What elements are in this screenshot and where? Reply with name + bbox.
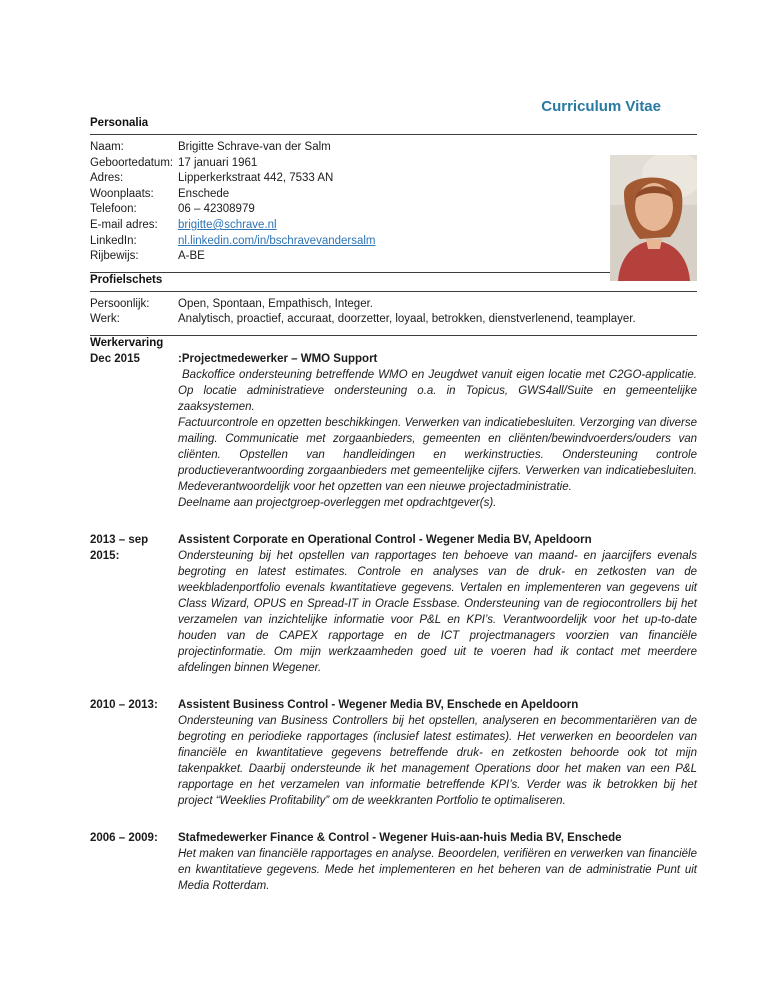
row-value: Open, Spontaan, Empathisch, Integer. [178, 297, 373, 310]
work-entry-wmo-support [90, 351, 697, 511]
row-value: Brigitte Schrave-van der Salm [178, 141, 331, 153]
entry-job-title: Stafmedewerker Finance & Control - Wegener Huis-aan-huis Media BV, Enschede [178, 831, 622, 844]
row-label: E-mail adres: [90, 218, 158, 231]
personalia-row-woonplaats [90, 187, 697, 203]
row-label: Woonplaats: [90, 187, 154, 200]
entry-paragraph: Factuurcontrole en opzetten beschikkingen. Verwerken van indicatiebesluiten. Verzorging van diverse mailing. Communicatie met zorgaanbieders, gemeenten en cliënten/bewindvoerders/ouders van cliënten. Opstellen van handleidingen en werkinstructies. Ondersteuning controle productieverantwoording zorgaanbieders met gemeentelijke cijfers. Verwerken van indicatiebesluiten. Medeverantwoordelijk voor het opzetten van een nieuwe projectadministratie. [178, 416, 697, 493]
profielschets-table [90, 291, 697, 336]
entry-paragraph: Het maken van financiële rapportages en analyse. Beoordelen, verifiëren en verwerken van financiële en kwantitatieve gegevens. Mede het implementeren en het beheren van de administratie Punt uit Media Rotterdam. [178, 847, 697, 892]
personalia-row-rijbewijs [90, 249, 697, 265]
entry-paragraph: Deelname aan projectgroep-overleggen met opdrachtgever(s). [178, 496, 497, 509]
row-value: Analytisch, proactief, accuraat, doorzetter, loyaal, betrokken, dienstverlenend, teamplayer. [178, 313, 636, 326]
row-value: Enschede [178, 187, 230, 200]
personalia-row-naam [90, 140, 697, 156]
row-value: A-BE [178, 250, 205, 263]
section-werkervaring [90, 336, 697, 894]
row-label: Geboortedatum: [90, 156, 174, 169]
profiel-row-persoonlijk [90, 297, 697, 313]
row-label: Adres: [90, 172, 124, 185]
entry-period: Dec 2015 [90, 352, 140, 365]
entry-details [178, 830, 697, 894]
row-label: Naam: [90, 141, 124, 153]
personalia-row-adres [90, 171, 697, 187]
row-label: Rijbewijs: [90, 250, 139, 263]
entry-details [178, 351, 697, 511]
werkervaring-heading: Werkervaring [90, 336, 164, 349]
profiel-row-werk [90, 312, 697, 328]
personalia-row-telefoon [90, 202, 697, 218]
row-value: 17 januari 1961 [178, 156, 258, 169]
profielschets-heading: Profielschets [90, 273, 163, 286]
profile-photo [610, 155, 697, 281]
entry-job-title: Assistent Corporate en Operational Control - Wegener Media BV, Apeldoorn [178, 533, 592, 546]
entry-paragraph: Ondersteuning van Business Controllers bij het opstellen, analyseren en becommentariëren van de begroting en periodieke rapportages (inclusief latest estimates). Het verwerken en beoordelen van financiële en kwantitatieve gegevens betreffende druk- en zetkosten behoorde ook tot mijn takenpakket. Daarbij ondersteunde ik het management Operations door het maken van een P&L rapportage en het verzamelen van informatie betreffende KPI’s. Verder was ik betrokken bij het project “Weeklies Profitability” om de weekkranten Portfolio te optimaliseren. [178, 714, 697, 807]
section-personalia [90, 116, 697, 273]
entry-period: 2006 – 2009: [90, 831, 158, 844]
personalia-row-geboortedatum [90, 156, 697, 172]
entry-period: 2010 – 2013: [90, 698, 158, 711]
entry-period: 2013 – sep 2015: [90, 533, 149, 562]
entry-job-title: :Projectmedewerker – WMO Support [178, 352, 378, 365]
row-label: Persoonlijk: [90, 297, 150, 310]
row-value: Lipperkerkstraat 442, 7533 AN [178, 172, 334, 185]
entry-job-title: Assistent Business Control - Wegener Media BV, Enschede en Apeldoorn [178, 698, 579, 711]
row-label: LinkedIn: [90, 234, 137, 247]
profile-photo-illustration [610, 155, 697, 281]
entry-details [178, 532, 697, 676]
entry-paragraph: Ondersteuning bij het opstellen van rapportages ten behoeve van maand- en jaarcijfers evenals begroting en latest estimates. Controle en analyses van de druk- en zetkosten van de weekbladenportfolio evenals kwantitatieve gegevens. Vertalen en implementeren van gegevens uit Class Wizard, OPUS en Spread-IT in Oracle Essbase. Ondersteuning van de regiocontrollers bij het verzamelen van inzichtelijke informatie voor P&L en KPI’s. Verantwoordelijk voor het up-to-date houden van de CAPEX rapportage en de ICT projectmanagers voorzien van financiële projectinformatie. Om mijn werkzaamheden goed uit te voeren had ik contact met meerdere afdelingen binnen Wegener. [178, 549, 697, 674]
entry-details [178, 697, 697, 809]
work-entry-business-control [90, 697, 697, 809]
page-title: Curriculum Vitae [541, 98, 661, 115]
personalia-row-email [90, 218, 697, 234]
section-profielschets [90, 273, 697, 336]
personalia-row-linkedin [90, 234, 697, 250]
linkedin-link[interactable]: nl.linkedin.com/in/bschravevandersalm [178, 234, 376, 247]
personalia-heading: Personalia [90, 117, 149, 129]
row-label: Werk: [90, 313, 120, 326]
entry-paragraph: Backoffice ondersteuning betreffende WMO en Jeugdwet vanuit eigen locatie met C2GO-applicatie. Op locatie administratieve ondersteuning o.a. in Topicus, GWS4all/Suite en gemeentelijke zaaksystemen. [178, 368, 697, 413]
row-value: 06 – 42308979 [178, 203, 255, 216]
work-entry-corporate-control [90, 532, 697, 676]
email-link[interactable]: brigitte@schrave.nl [178, 218, 277, 231]
work-entry-finance-control [90, 830, 697, 894]
personalia-table [90, 134, 697, 273]
row-label: Telefoon: [90, 203, 137, 216]
